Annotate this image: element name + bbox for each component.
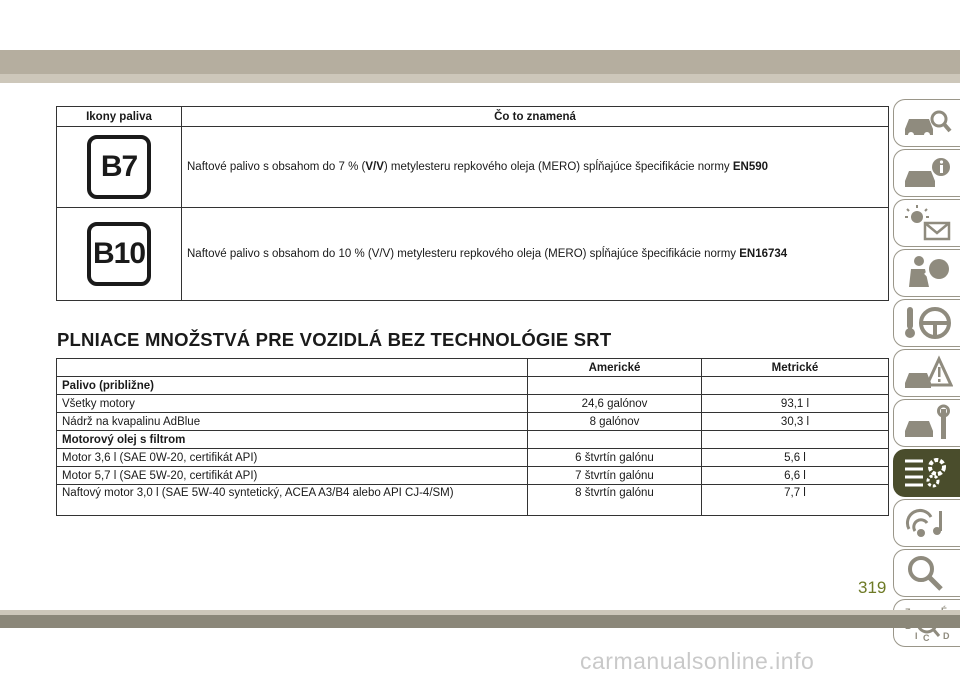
- svg-text:I: I: [915, 631, 918, 641]
- header-fuel-icons: Ikony paliva: [57, 107, 182, 127]
- svg-text:C: C: [923, 633, 930, 643]
- watermark: carmanualsonline.info: [580, 648, 815, 674]
- us-value: [528, 431, 702, 449]
- airbag-seat-icon: [901, 253, 953, 293]
- table-row: [57, 467, 889, 485]
- tab-search[interactable]: [893, 549, 960, 597]
- metric-value: [702, 377, 889, 395]
- fuel-description: [182, 127, 889, 208]
- standard-code: EN590: [732, 161, 769, 173]
- car-search-icon: [901, 103, 953, 143]
- item-label: Motor 3,6 l (SAE 0W-20, certifikát API): [57, 449, 528, 467]
- metric-value: 5,6 l: [702, 449, 889, 467]
- capacities-table: [56, 358, 889, 516]
- footer-band: [0, 615, 960, 628]
- table-row: [57, 485, 889, 516]
- header-item: [57, 359, 528, 377]
- metric-value: 7,7 l: [702, 485, 889, 516]
- tab-servicing[interactable]: [893, 399, 960, 447]
- us-value: 24,6 galónov: [528, 395, 702, 413]
- metric-value: 6,6 l: [702, 467, 889, 485]
- header-band: [0, 50, 960, 74]
- magnifier-icon: [901, 553, 953, 593]
- tab-car-info[interactable]: [893, 149, 960, 197]
- description-bold: V/V: [365, 161, 384, 173]
- capacities-header: [57, 359, 889, 377]
- tab-technical-specs[interactable]: [893, 449, 960, 497]
- tab-starting-driving[interactable]: [893, 299, 960, 347]
- header-band-light: [0, 74, 960, 83]
- fuel-icon-cell: [57, 127, 182, 208]
- tab-safety[interactable]: [893, 249, 960, 297]
- multimedia-icon: [901, 503, 953, 543]
- metric-value: 30,3 l: [702, 413, 889, 431]
- category-label: Palivo (približne): [57, 377, 528, 395]
- tab-emergency[interactable]: [893, 349, 960, 397]
- tab-multimedia[interactable]: [893, 499, 960, 547]
- item-label: Všetky motory: [57, 395, 528, 413]
- header-meaning: Čo to znamená: [182, 107, 889, 127]
- us-value: 8 štvrtín galónu: [528, 485, 702, 516]
- specs-gear-icon: [901, 453, 953, 493]
- us-value: 7 štvrtín galónu: [528, 467, 702, 485]
- item-label: Naftový motor 3,0 l (SAE 5W-40 syntetický, ACEA A3/B4 alebo API CJ-4/SM): [57, 485, 528, 516]
- description-text: Naftové palivo s obsahom do 10 % (V/V) metylesteru repkového oleja (MERO) spĺňajúce špecifikácie normy: [187, 248, 740, 260]
- fuel-description: [182, 208, 889, 301]
- header-us: Americké: [528, 359, 702, 377]
- table-row: [57, 431, 889, 449]
- b7-fuel-icon: B7: [87, 135, 151, 199]
- fuel-icons-table: [56, 106, 889, 301]
- standard-code: EN16734: [739, 248, 788, 260]
- fuel-table-header: [57, 107, 889, 127]
- item-label: Nádrž na kvapalinu AdBlue: [57, 413, 528, 431]
- table-row: [57, 377, 889, 395]
- car-breakdown-warning-icon: [901, 353, 953, 393]
- svg-text:D: D: [943, 631, 950, 641]
- b10-fuel-icon: B10: [87, 222, 151, 286]
- us-value: 8 galónov: [528, 413, 702, 431]
- steering-key-icon: [901, 303, 953, 343]
- table-row: [57, 127, 889, 208]
- header-metric: Metrické: [702, 359, 889, 377]
- table-row: [57, 449, 889, 467]
- section-title: PLNIACE MNOŽSTVÁ PRE VOZIDLÁ BEZ TECHNOLÓGIE SRT: [57, 329, 612, 350]
- item-label: Motor 5,7 l (SAE 5W-20, certifikát API): [57, 467, 528, 485]
- table-row: [57, 413, 889, 431]
- us-value: [528, 377, 702, 395]
- table-row: [57, 395, 889, 413]
- car-wrench-icon: [901, 403, 953, 443]
- warning-light-message-icon: [901, 203, 953, 243]
- table-row: [57, 208, 889, 301]
- tab-warning-lights[interactable]: [893, 199, 960, 247]
- us-value: 6 štvrtín galónu: [528, 449, 702, 467]
- metric-value: 93,1 l: [702, 395, 889, 413]
- category-label: Motorový olej s filtrom: [57, 431, 528, 449]
- fuel-icon-cell: [57, 208, 182, 301]
- tab-car-search[interactable]: [893, 99, 960, 147]
- description-text: Naftové palivo s obsahom do 7 % (: [187, 161, 366, 173]
- description-text: ) metylesteru repkového oleja (MERO) spĺňajúce špecifikácie normy: [383, 161, 733, 173]
- car-info-icon: [901, 153, 953, 193]
- metric-value: [702, 431, 889, 449]
- page-number: 319: [858, 578, 887, 597]
